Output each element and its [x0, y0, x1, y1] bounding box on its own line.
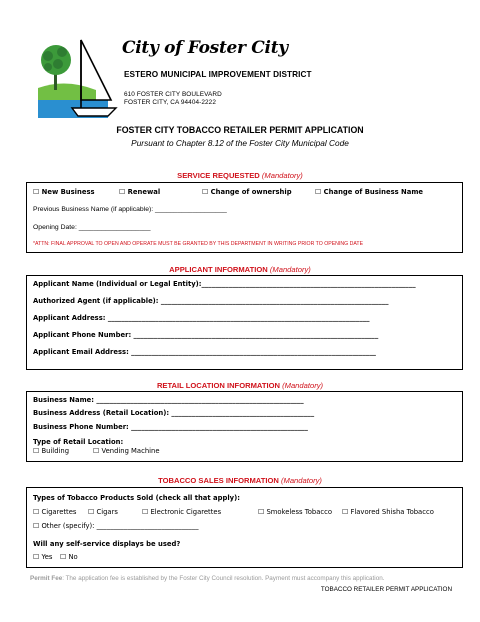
option-cigarettes[interactable]: ☐ Cigarettes	[33, 508, 77, 516]
document-subtitle: Pursuant to Chapter 8.12 of the Foster City Municipal Code	[131, 138, 349, 148]
option-other-specify[interactable]: ☐ Other (specify): ______________________________	[33, 522, 199, 530]
checkbox-icon[interactable]: ☐	[315, 188, 322, 196]
tobacco-heading-text: TOBACCO SALES INFORMATION	[158, 476, 279, 485]
checkbox-icon[interactable]: ☐	[342, 508, 349, 516]
city-name-logotype: City of Foster City	[122, 38, 288, 58]
authorized-agent-field[interactable]: Authorized Agent (if applicable): ___________________________________________________________________	[33, 297, 389, 305]
option-change-of-ownership[interactable]: ☐ Change of ownership	[202, 188, 292, 196]
previous-business-name-field[interactable]: Previous Business Name (if applicable): ___________________	[33, 206, 227, 213]
tobacco-sales-heading	[0, 476, 480, 485]
permit-fee-note	[30, 575, 384, 582]
option-building[interactable]: ☐ Building	[33, 447, 70, 455]
address-line-1: 610 FOSTER CITY BOULEVARD	[124, 91, 222, 98]
attn-notice: *ATTN: FINAL APPROVAL TO OPEN AND OPERATE MUST BE GRANTED BY THIS DEPARTMENT IN WRITING PRIOR TO OPENING DATE	[33, 241, 364, 247]
checkbox-icon[interactable]: ☐	[33, 188, 40, 196]
option-vending-machine[interactable]: ☐ Vending Machine	[93, 447, 160, 455]
checkbox-icon[interactable]: ☐	[60, 553, 67, 561]
option-change-of-business-name[interactable]: ☐ Change of Business Name	[315, 188, 424, 196]
applicant-info-heading	[0, 265, 480, 274]
district-name: ESTERO MUNICIPAL IMPROVEMENT DISTRICT	[124, 70, 312, 79]
option-smokeless-tobacco[interactable]: ☐ Smokeless Tobacco	[258, 508, 333, 516]
self-service-question: Will any self-service displays be used?	[33, 540, 181, 548]
applicant-info-box	[26, 275, 463, 370]
service-mandatory: (Mandatory)	[261, 171, 303, 180]
option-yes[interactable]: ☐ Yes	[33, 553, 53, 561]
opening-date-field[interactable]: Opening Date: ___________________	[33, 224, 151, 231]
checkbox-icon[interactable]: ☐	[33, 522, 40, 530]
retail-mandatory: (Mandatory)	[282, 381, 324, 390]
service-requested-heading	[0, 171, 480, 180]
applicant-name-field[interactable]: Applicant Name (Individual or Legal Entity):_______________________________________________________________	[33, 280, 416, 288]
checkbox-icon[interactable]: ☐	[119, 188, 126, 196]
service-heading-text: SERVICE REQUESTED	[177, 171, 260, 180]
applicant-address-field[interactable]: Applicant Address: _____________________________________________________________________________	[33, 314, 370, 322]
checkbox-icon[interactable]: ☐	[93, 447, 100, 455]
applicant-mandatory: (Mandatory)	[269, 265, 311, 274]
checkbox-icon[interactable]: ☐	[142, 508, 149, 516]
tobacco-sales-box	[26, 487, 463, 568]
business-name-field[interactable]: Business Name: _____________________________________________________________	[33, 396, 304, 404]
option-electronic-cigarettes[interactable]: ☐ Electronic Cigarettes	[142, 508, 222, 516]
option-renewal[interactable]: ☐ Renewal	[119, 188, 161, 196]
foster-city-logo	[36, 38, 128, 120]
business-address-field[interactable]: Business Address (Retail Location): __________________________________________	[33, 409, 315, 417]
checkbox-icon[interactable]: ☐	[202, 188, 209, 196]
retail-heading-text: RETAIL LOCATION INFORMATION	[156, 381, 280, 390]
form-name-footer: TOBACCO RETAILER PERMIT APPLICATION	[320, 586, 452, 593]
checkbox-icon[interactable]: ☐	[33, 553, 40, 561]
applicant-phone-field[interactable]: Applicant Phone Number: ________________________________________________________________________	[33, 331, 379, 339]
retail-type-label: Type of Retail Location:	[33, 438, 124, 446]
applicant-heading-text: APPLICANT INFORMATION	[169, 265, 268, 274]
checkbox-icon[interactable]: ☐	[33, 508, 40, 516]
option-cigars[interactable]: ☐ Cigars	[88, 508, 118, 516]
tobacco-mandatory: (Mandatory)	[280, 476, 322, 485]
document-title: FOSTER CITY TOBACCO RETAILER PERMIT APPLICATION	[116, 125, 364, 135]
permit-fee-label: Permit Fee	[30, 575, 63, 582]
checkbox-icon[interactable]: ☐	[33, 447, 40, 455]
retail-location-box	[26, 391, 463, 462]
checkbox-icon[interactable]: ☐	[88, 508, 95, 516]
address-line-2: FOSTER CITY, CA 94404-2222	[124, 99, 216, 106]
checkbox-icon[interactable]: ☐	[258, 508, 265, 516]
business-phone-field[interactable]: Business Phone Number: ____________________________________________________	[33, 423, 308, 431]
option-new-business[interactable]: ☐ New Business	[33, 188, 95, 196]
service-requested-box	[26, 182, 463, 253]
option-no[interactable]: ☐ No	[60, 553, 78, 561]
applicant-email-field[interactable]: Applicant Email Address: ________________________________________________________________________	[33, 348, 376, 356]
permit-fee-text: : The application fee is established by the Foster City Council resolution. Payment must accompany this application.	[62, 575, 385, 582]
retail-location-heading	[0, 381, 480, 390]
tobacco-types-label: Types of Tobacco Products Sold (check all that apply):	[33, 494, 240, 502]
option-flavored-shisha[interactable]: ☐ Flavored Shisha Tobacco	[342, 508, 434, 516]
